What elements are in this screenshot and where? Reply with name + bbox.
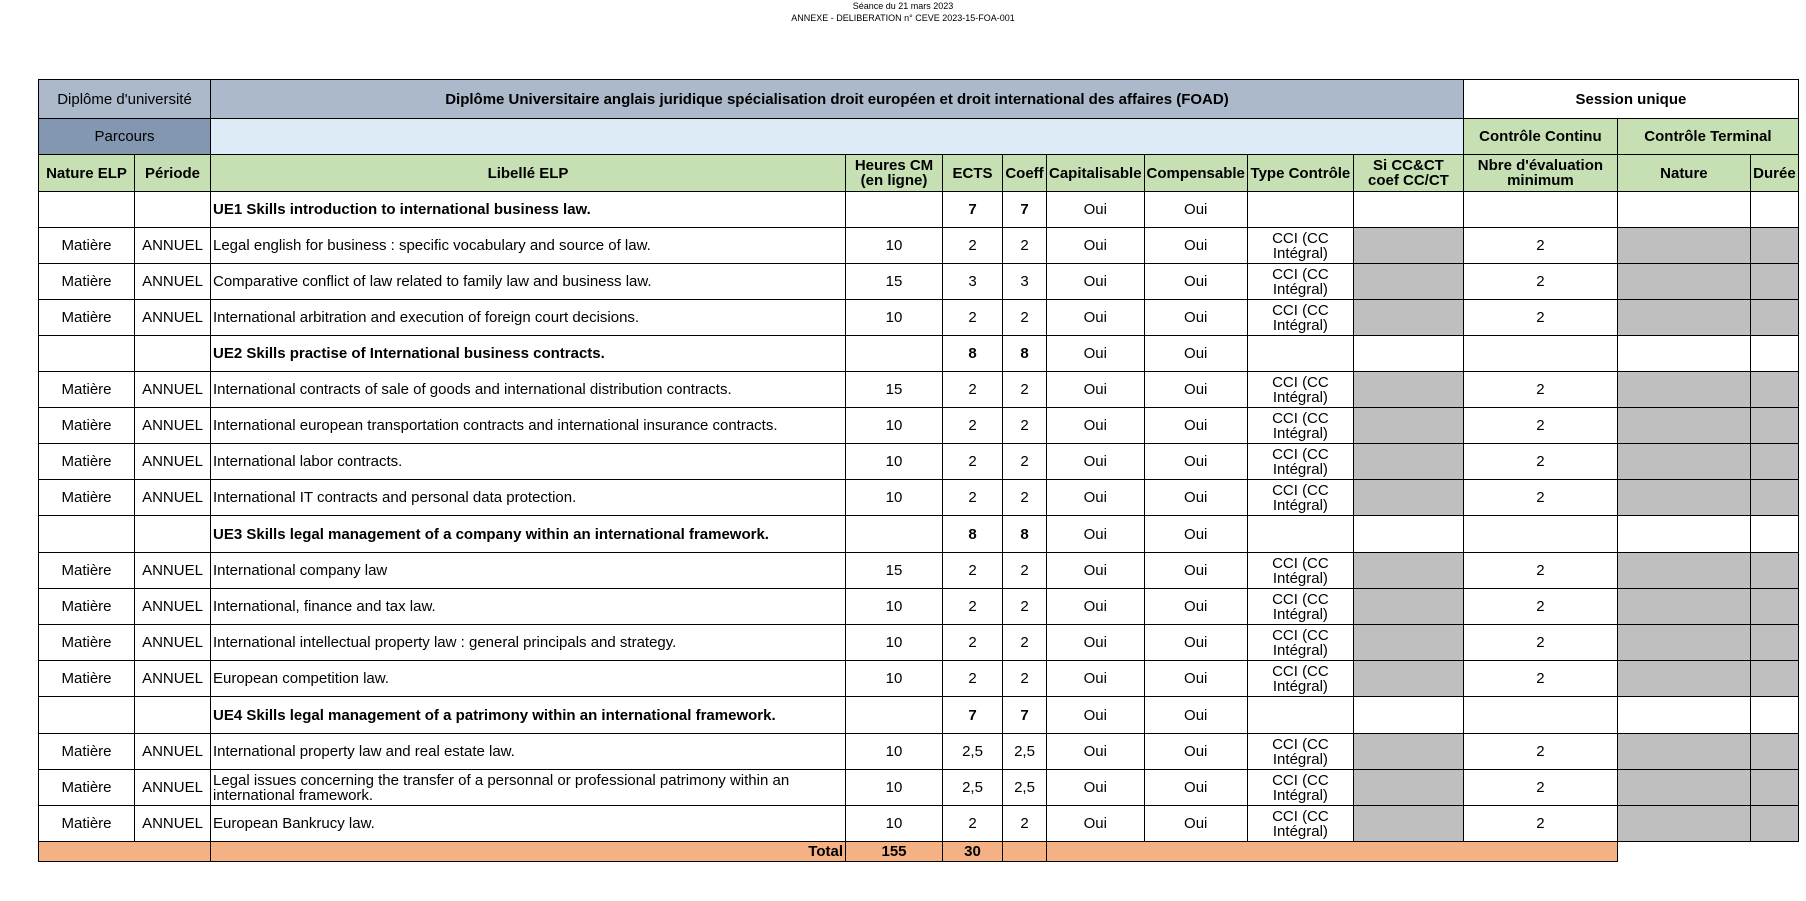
cell-periode <box>135 192 211 228</box>
cell-capitalisable: Oui <box>1047 734 1145 770</box>
col-ects: ECTS <box>943 155 1003 192</box>
session-label: Session unique <box>1463 80 1798 119</box>
cell-si-cc-ct <box>1353 806 1463 842</box>
col-compensable: Compensable <box>1144 155 1247 192</box>
total-coeff-blank <box>1003 842 1047 862</box>
cell-type-controle: CCI (CC Intégral) <box>1247 553 1353 589</box>
cell-ects: 2 <box>943 625 1003 661</box>
cell-coeff: 2 <box>1003 372 1047 408</box>
cell-nature <box>39 516 135 553</box>
cell-heures: 10 <box>846 770 943 806</box>
cell-duree <box>1750 408 1798 444</box>
cell-compensable: Oui <box>1144 697 1247 734</box>
diplome-label: Diplôme d'université <box>39 80 211 119</box>
cell-si-cc-ct <box>1353 553 1463 589</box>
cell-duree <box>1750 806 1798 842</box>
table-row <box>39 228 1799 264</box>
cell-capitalisable: Oui <box>1047 444 1145 480</box>
cell-periode: ANNUEL <box>135 589 211 625</box>
cell-nature-ct <box>1617 553 1750 589</box>
total-heures: 155 <box>846 842 943 862</box>
cell-duree <box>1750 734 1798 770</box>
cell-libelle: UE4 Skills legal management of a patrimony within an international framework. <box>211 697 846 734</box>
cell-compensable: Oui <box>1144 806 1247 842</box>
cell-type-controle <box>1247 336 1353 372</box>
cell-nbre-evaluation: 2 <box>1463 408 1617 444</box>
table-row <box>39 264 1799 300</box>
cell-compensable: Oui <box>1144 372 1247 408</box>
col-type-controle: Type Contrôle <box>1247 155 1353 192</box>
cell-nbre-evaluation <box>1463 336 1617 372</box>
col-libelle: Libellé ELP <box>211 155 846 192</box>
cell-coeff: 2 <box>1003 589 1047 625</box>
cell-heures: 10 <box>846 228 943 264</box>
cell-libelle: International intellectual property law : general principals and strategy. <box>211 625 846 661</box>
cell-compensable: Oui <box>1144 192 1247 228</box>
cell-libelle: European competition law. <box>211 661 846 697</box>
cell-duree <box>1750 697 1798 734</box>
cell-periode: ANNUEL <box>135 444 211 480</box>
cell-nbre-evaluation: 2 <box>1463 228 1617 264</box>
cell-ects: 2 <box>943 806 1003 842</box>
ue-row <box>39 697 1799 734</box>
cell-nature <box>39 192 135 228</box>
cell-ects: 2 <box>943 661 1003 697</box>
cell-libelle: International european transportation contracts and international insurance contracts. <box>211 408 846 444</box>
cell-duree <box>1750 336 1798 372</box>
cell-heures <box>846 336 943 372</box>
cell-periode: ANNUEL <box>135 228 211 264</box>
cell-capitalisable: Oui <box>1047 697 1145 734</box>
cell-libelle: Legal issues concerning the transfer of a personnal or professional patrimony within an international framework. <box>211 770 846 806</box>
cell-capitalisable: Oui <box>1047 806 1145 842</box>
cell-nature-ct <box>1617 372 1750 408</box>
cell-nature-ct <box>1617 734 1750 770</box>
ue-row <box>39 192 1799 228</box>
cell-libelle: Legal english for business : specific vocabulary and source of law. <box>211 228 846 264</box>
cell-ects: 2 <box>943 228 1003 264</box>
cell-libelle: UE2 Skills practise of International business contracts. <box>211 336 846 372</box>
cell-si-cc-ct <box>1353 192 1463 228</box>
cell-periode <box>135 336 211 372</box>
cell-nature: Matière <box>39 408 135 444</box>
cell-libelle: International labor contracts. <box>211 444 846 480</box>
col-duree: Durée <box>1750 155 1798 192</box>
cell-nature-ct <box>1617 336 1750 372</box>
cell-capitalisable: Oui <box>1047 516 1145 553</box>
cell-nature: Matière <box>39 264 135 300</box>
cell-libelle: UE3 Skills legal management of a company within an international framework. <box>211 516 846 553</box>
cell-capitalisable: Oui <box>1047 625 1145 661</box>
col-capitalisable: Capitalisable <box>1047 155 1145 192</box>
cell-ects: 7 <box>943 697 1003 734</box>
cell-compensable: Oui <box>1144 734 1247 770</box>
cell-nature-ct <box>1617 264 1750 300</box>
cell-nature: Matière <box>39 770 135 806</box>
cell-coeff: 7 <box>1003 697 1047 734</box>
table-row <box>39 625 1799 661</box>
cell-duree <box>1750 192 1798 228</box>
cell-coeff: 2 <box>1003 625 1047 661</box>
cell-periode: ANNUEL <box>135 625 211 661</box>
cell-nature-ct <box>1617 661 1750 697</box>
cell-periode <box>135 697 211 734</box>
table-row <box>39 372 1799 408</box>
col-nature: Nature <box>1617 155 1750 192</box>
cell-coeff: 2 <box>1003 480 1047 516</box>
cell-compensable: Oui <box>1144 553 1247 589</box>
ue-row <box>39 516 1799 553</box>
cell-ects: 7 <box>943 192 1003 228</box>
total-blank-2 <box>1047 842 1618 862</box>
cell-nature: Matière <box>39 589 135 625</box>
cell-libelle: UE1 Skills introduction to international business law. <box>211 192 846 228</box>
table-row <box>39 553 1799 589</box>
cell-type-controle: CCI (CC Intégral) <box>1247 228 1353 264</box>
cell-heures: 10 <box>846 661 943 697</box>
controle-continu-label: Contrôle Continu <box>1463 119 1617 155</box>
cell-duree <box>1750 661 1798 697</box>
cell-heures: 10 <box>846 734 943 770</box>
total-empty <box>1617 842 1798 862</box>
cell-compensable: Oui <box>1144 300 1247 336</box>
cell-heures <box>846 516 943 553</box>
table-row <box>39 770 1799 806</box>
cell-coeff: 8 <box>1003 516 1047 553</box>
cell-ects: 2 <box>943 444 1003 480</box>
cell-duree <box>1750 444 1798 480</box>
cell-coeff: 8 <box>1003 336 1047 372</box>
col-si-cc-ct: Si CC&CT coef CC/CT <box>1353 155 1463 192</box>
cell-nbre-evaluation: 2 <box>1463 661 1617 697</box>
cell-ects: 2,5 <box>943 734 1003 770</box>
cell-capitalisable: Oui <box>1047 553 1145 589</box>
cell-nature-ct <box>1617 516 1750 553</box>
cell-nature-ct <box>1617 625 1750 661</box>
cell-type-controle: CCI (CC Intégral) <box>1247 444 1353 480</box>
cell-nature: Matière <box>39 625 135 661</box>
table-row <box>39 806 1799 842</box>
cell-periode: ANNUEL <box>135 734 211 770</box>
cell-ects: 2 <box>943 408 1003 444</box>
cell-capitalisable: Oui <box>1047 372 1145 408</box>
cell-nature-ct <box>1617 589 1750 625</box>
cell-duree <box>1750 589 1798 625</box>
cell-nature-ct <box>1617 408 1750 444</box>
cell-nature: Matière <box>39 372 135 408</box>
cell-heures: 10 <box>846 589 943 625</box>
cell-si-cc-ct <box>1353 734 1463 770</box>
cell-si-cc-ct <box>1353 697 1463 734</box>
cell-coeff: 2 <box>1003 444 1047 480</box>
cell-heures: 10 <box>846 480 943 516</box>
table-row <box>39 480 1799 516</box>
table-row <box>39 589 1799 625</box>
col-periode: Période <box>135 155 211 192</box>
cell-nbre-evaluation <box>1463 697 1617 734</box>
cell-nbre-evaluation <box>1463 516 1617 553</box>
cell-heures: 10 <box>846 408 943 444</box>
table-row <box>39 444 1799 480</box>
cell-coeff: 7 <box>1003 192 1047 228</box>
cell-coeff: 2,5 <box>1003 770 1047 806</box>
table-row <box>39 734 1799 770</box>
annexe-reference: ANNEXE - DELIBERATION n° CEVE 2023-15-FOA-001 <box>791 13 1015 23</box>
cell-compensable: Oui <box>1144 589 1247 625</box>
cell-duree <box>1750 372 1798 408</box>
cell-capitalisable: Oui <box>1047 300 1145 336</box>
cell-duree <box>1750 625 1798 661</box>
cell-libelle: European Bankrucy law. <box>211 806 846 842</box>
col-coeff: Coeff <box>1003 155 1047 192</box>
column-header-row <box>39 155 1799 192</box>
cell-type-controle: CCI (CC Intégral) <box>1247 625 1353 661</box>
table-row <box>39 300 1799 336</box>
cell-si-cc-ct <box>1353 300 1463 336</box>
total-label: Total <box>211 842 846 862</box>
cell-nature-ct <box>1617 192 1750 228</box>
cell-nbre-evaluation: 2 <box>1463 444 1617 480</box>
total-row <box>39 842 1799 862</box>
cell-nbre-evaluation: 2 <box>1463 553 1617 589</box>
cell-coeff: 3 <box>1003 264 1047 300</box>
cell-type-controle: CCI (CC Intégral) <box>1247 770 1353 806</box>
total-blank-1 <box>39 842 211 862</box>
cell-compensable: Oui <box>1144 516 1247 553</box>
cell-libelle: International arbitration and execution of foreign court decisions. <box>211 300 846 336</box>
cell-periode: ANNUEL <box>135 806 211 842</box>
cell-libelle: International IT contracts and personal data protection. <box>211 480 846 516</box>
cell-coeff: 2 <box>1003 228 1047 264</box>
cell-nature-ct <box>1617 444 1750 480</box>
cell-nature: Matière <box>39 806 135 842</box>
cell-periode: ANNUEL <box>135 264 211 300</box>
cell-type-controle: CCI (CC Intégral) <box>1247 264 1353 300</box>
cell-nature-ct <box>1617 480 1750 516</box>
cell-nbre-evaluation: 2 <box>1463 300 1617 336</box>
cell-si-cc-ct <box>1353 228 1463 264</box>
cell-libelle: Comparative conflict of law related to family law and business law. <box>211 264 846 300</box>
diplome-title: Diplôme Universitaire anglais juridique spécialisation droit européen et droit international des affaires (FOAD) <box>211 80 1464 119</box>
cell-ects: 2 <box>943 480 1003 516</box>
cell-nature-ct <box>1617 300 1750 336</box>
cell-compensable: Oui <box>1144 264 1247 300</box>
cell-type-controle <box>1247 516 1353 553</box>
cell-nbre-evaluation: 2 <box>1463 589 1617 625</box>
cell-duree <box>1750 553 1798 589</box>
cell-nbre-evaluation <box>1463 192 1617 228</box>
cell-si-cc-ct <box>1353 625 1463 661</box>
cell-type-controle <box>1247 697 1353 734</box>
cell-ects: 2 <box>943 553 1003 589</box>
cell-nature: Matière <box>39 444 135 480</box>
cell-si-cc-ct <box>1353 770 1463 806</box>
cell-si-cc-ct <box>1353 516 1463 553</box>
cell-compensable: Oui <box>1144 770 1247 806</box>
cell-nature <box>39 336 135 372</box>
cell-periode <box>135 516 211 553</box>
cell-ects: 8 <box>943 336 1003 372</box>
table-row <box>39 408 1799 444</box>
cell-compensable: Oui <box>1144 228 1247 264</box>
cell-capitalisable: Oui <box>1047 192 1145 228</box>
cell-capitalisable: Oui <box>1047 770 1145 806</box>
cell-libelle: International contracts of sale of goods and international distribution contracts. <box>211 372 846 408</box>
cell-compensable: Oui <box>1144 336 1247 372</box>
diplome-row <box>39 80 1799 119</box>
cell-si-cc-ct <box>1353 408 1463 444</box>
parcours-label: Parcours <box>39 119 211 155</box>
cell-heures: 10 <box>846 444 943 480</box>
cell-capitalisable: Oui <box>1047 589 1145 625</box>
col-nbre-evaluation: Nbre d'évaluation minimum <box>1463 155 1617 192</box>
cell-coeff: 2 <box>1003 553 1047 589</box>
cell-compensable: Oui <box>1144 408 1247 444</box>
mcc-table <box>38 79 1799 862</box>
seance-date: Séance du 21 mars 2023 <box>852 1 954 11</box>
col-heures: Heures CM (en ligne) <box>846 155 943 192</box>
cell-duree <box>1750 264 1798 300</box>
cell-nature: Matière <box>39 661 135 697</box>
cell-ects: 2 <box>943 589 1003 625</box>
cell-periode: ANNUEL <box>135 372 211 408</box>
cell-nature-ct <box>1617 770 1750 806</box>
cell-type-controle: CCI (CC Intégral) <box>1247 806 1353 842</box>
cell-periode: ANNUEL <box>135 408 211 444</box>
cell-si-cc-ct <box>1353 589 1463 625</box>
cell-periode: ANNUEL <box>135 300 211 336</box>
cell-heures <box>846 192 943 228</box>
cell-heures <box>846 697 943 734</box>
cell-heures: 15 <box>846 553 943 589</box>
cell-compensable: Oui <box>1144 661 1247 697</box>
table-row <box>39 661 1799 697</box>
parcours-value <box>211 119 1464 155</box>
cell-type-controle: CCI (CC Intégral) <box>1247 734 1353 770</box>
cell-nbre-evaluation: 2 <box>1463 806 1617 842</box>
cell-heures: 10 <box>846 625 943 661</box>
cell-type-controle: CCI (CC Intégral) <box>1247 480 1353 516</box>
cell-nature <box>39 697 135 734</box>
cell-libelle: International company law <box>211 553 846 589</box>
cell-type-controle: CCI (CC Intégral) <box>1247 372 1353 408</box>
cell-ects: 2 <box>943 372 1003 408</box>
cell-si-cc-ct <box>1353 336 1463 372</box>
cell-coeff: 2 <box>1003 661 1047 697</box>
cell-coeff: 2 <box>1003 806 1047 842</box>
cell-heures: 10 <box>846 806 943 842</box>
cell-nbre-evaluation: 2 <box>1463 372 1617 408</box>
cell-type-controle: CCI (CC Intégral) <box>1247 661 1353 697</box>
cell-capitalisable: Oui <box>1047 661 1145 697</box>
cell-nature-ct <box>1617 697 1750 734</box>
cell-capitalisable: Oui <box>1047 264 1145 300</box>
cell-nature-ct <box>1617 806 1750 842</box>
cell-libelle: International, finance and tax law. <box>211 589 846 625</box>
cell-compensable: Oui <box>1144 444 1247 480</box>
cell-coeff: 2,5 <box>1003 734 1047 770</box>
cell-capitalisable: Oui <box>1047 408 1145 444</box>
cell-type-controle: CCI (CC Intégral) <box>1247 408 1353 444</box>
cell-si-cc-ct <box>1353 372 1463 408</box>
cell-nature: Matière <box>39 228 135 264</box>
cell-si-cc-ct <box>1353 480 1463 516</box>
cell-ects: 2 <box>943 300 1003 336</box>
cell-nature: Matière <box>39 300 135 336</box>
cell-nature: Matière <box>39 734 135 770</box>
cell-nbre-evaluation: 2 <box>1463 770 1617 806</box>
cell-duree <box>1750 516 1798 553</box>
parcours-row <box>39 119 1799 155</box>
cell-ects: 2,5 <box>943 770 1003 806</box>
cell-ects: 8 <box>943 516 1003 553</box>
cell-periode: ANNUEL <box>135 661 211 697</box>
controle-terminal-label: Contrôle Terminal <box>1617 119 1798 155</box>
cell-duree <box>1750 480 1798 516</box>
cell-type-controle: CCI (CC Intégral) <box>1247 300 1353 336</box>
cell-capitalisable: Oui <box>1047 228 1145 264</box>
cell-heures: 10 <box>846 300 943 336</box>
cell-si-cc-ct <box>1353 264 1463 300</box>
cell-heures: 15 <box>846 372 943 408</box>
cell-coeff: 2 <box>1003 300 1047 336</box>
cell-libelle: International property law and real estate law. <box>211 734 846 770</box>
cell-type-controle <box>1247 192 1353 228</box>
ue-row <box>39 336 1799 372</box>
cell-periode: ANNUEL <box>135 770 211 806</box>
col-nature-elp: Nature ELP <box>39 155 135 192</box>
cell-nature-ct <box>1617 228 1750 264</box>
cell-nbre-evaluation: 2 <box>1463 734 1617 770</box>
cell-periode: ANNUEL <box>135 553 211 589</box>
cell-periode: ANNUEL <box>135 480 211 516</box>
cell-duree <box>1750 228 1798 264</box>
cell-compensable: Oui <box>1144 625 1247 661</box>
cell-si-cc-ct <box>1353 661 1463 697</box>
cell-ects: 3 <box>943 264 1003 300</box>
cell-capitalisable: Oui <box>1047 480 1145 516</box>
cell-duree <box>1750 770 1798 806</box>
cell-nature: Matière <box>39 553 135 589</box>
cell-nature: Matière <box>39 480 135 516</box>
cell-heures: 15 <box>846 264 943 300</box>
cell-capitalisable: Oui <box>1047 336 1145 372</box>
cell-coeff: 2 <box>1003 408 1047 444</box>
total-ects: 30 <box>943 842 1003 862</box>
cell-nbre-evaluation: 2 <box>1463 264 1617 300</box>
cell-compensable: Oui <box>1144 480 1247 516</box>
cell-nbre-evaluation: 2 <box>1463 480 1617 516</box>
cell-duree <box>1750 300 1798 336</box>
cell-si-cc-ct <box>1353 444 1463 480</box>
cell-nbre-evaluation: 2 <box>1463 625 1617 661</box>
cell-type-controle: CCI (CC Intégral) <box>1247 589 1353 625</box>
